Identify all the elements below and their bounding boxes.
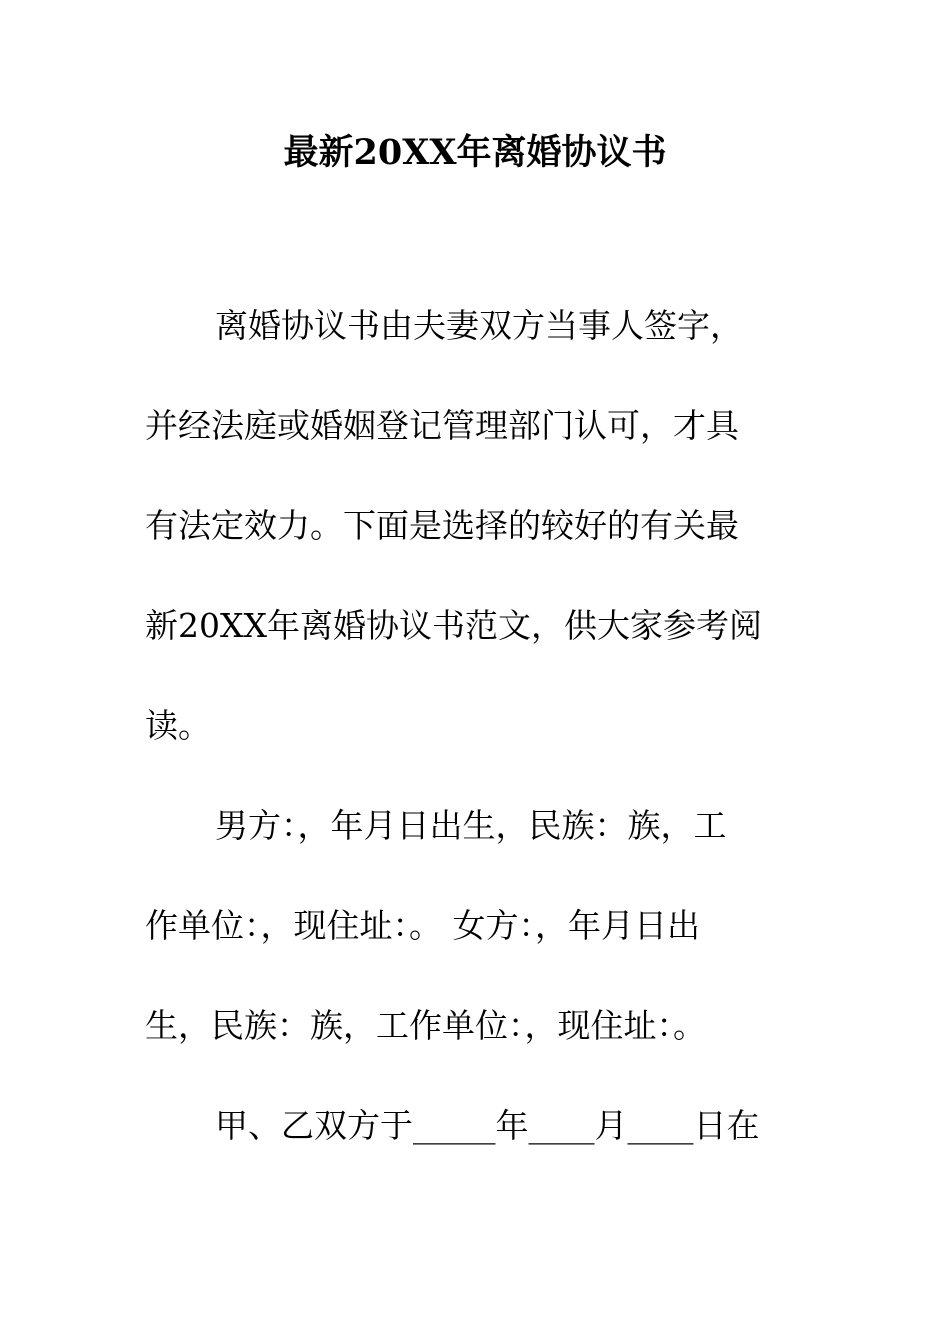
paragraph-line: 生，民族：族，工作单位：，现住址：。 <box>145 1006 706 1045</box>
paragraph-line: 男方：，年月日出生，民族：族，工 <box>215 806 727 845</box>
paragraph-line: 并经法庭或婚姻登记管理部门认可，才具 <box>145 406 739 445</box>
paragraph-line: 甲、乙双方于_____年____月____日在 <box>215 1106 760 1145</box>
paragraph-line: 离婚协议书由夫妻双方当事人签字， <box>215 306 743 345</box>
paragraph-line: 有法定效力。下面是选择的较好的有关最 <box>145 506 739 545</box>
paragraph-line: 作单位：，现住址：。 女方：，年月日出 <box>145 906 700 945</box>
paragraph-line: 新20XX年离婚协议书范文，供大家参考阅 <box>145 606 762 645</box>
paragraph-line: 读。 <box>145 706 211 745</box>
document-title: 最新20XX年离婚协议书 <box>283 132 667 173</box>
